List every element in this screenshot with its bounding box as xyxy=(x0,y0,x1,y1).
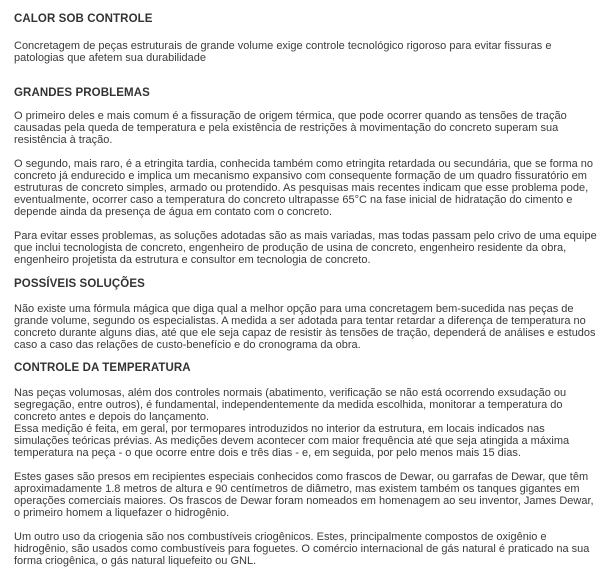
article xyxy=(14,11,598,567)
temperatura-paragraph-2: Essa medição é feita, em geral, por termopares introduzidos no interior da estrutura, em locais indicados nas simulações teóricas prévias. As medições devem acontecer com maior frequência até que seja atingida a máxima temperatura na peça - o que ocorre entre dois e três dias - e, em seguida, por pelo menos mais 15 dias. xyxy=(14,423,570,459)
temperatura-paragraph-3: Estes gases são presos em recipientes especiais conhecidos como frascos de Dewar, ou garrafas de Dewar, que têm aproximadamente 1.8 metros de altura e 90 centímetros de diâmetro, mas existem também os tanques gigantes em operações comerciais maiores. Os frascos de Dewar foram nomeados em homenagem ao seu inventor, James Dewar, o primeiro homem a liquefazer o hidrogênio. xyxy=(14,471,594,519)
solucoes-paragraph-1: Não existe uma fórmula mágica que diga qual a melhor opção para uma concretagem bem-sucedida nas peças de grande volume, segundo os especialistas. A medida a ser adotada para tentar retardar a diferença de temperatura no concreto durante alguns dias, até que ele seja capaz de resistir às tensões de tração, dependerá de análises e estudos caso a caso das relações de custo-benefício e do cronograma da obra. xyxy=(14,303,596,351)
section-title-possiveis-solucoes: POSSÍVEIS SOLUÇÕES xyxy=(14,278,145,290)
problemas-paragraph-1: O primeiro deles e mais comum é a fissuração de origem térmica, que pode ocorrer quando as tensões de tração causadas pela queda de temperatura e pela existência de restrições à movimentação do concreto superam sua resistência à tração. xyxy=(14,110,567,146)
problemas-paragraph-2: O segundo, mais raro, é a etringita tardia, conhecida também como etringita retardada ou secundária, que se forma no concreto já endurecido e implica um mecanismo expansivo com consequente formação de um quadro fissuratório em estruturas de concreto simples, armado ou protendido. As pesquisas mais recentes indicam que esse problema pode, eventualmente, ocorrer caso a temperatura do concreto ultrapasse 65°C na fase inicial de hidratação do cimento e depende ainda da presença de água em contato com o concreto. xyxy=(14,158,594,218)
temperatura-paragraph-1: Nas peças volumosas, além dos controles normais (abatimento, verificação se não está ocorrendo exsudação ou segregação, entre outros), é fundamental, independentemente da medida escolhida, monitorar a temperatura do concreto antes e depois do lançamento. xyxy=(14,387,567,423)
section-title-grandes-problemas: GRANDES PROBLEMAS xyxy=(14,87,150,99)
temperatura-paragraph-4: Um outro uso da criogenia são nos combustíveis criogênicos. Estes, principalmente compostos de oxigênio e hidrogênio, são usados como combustíveis para foguetes. O comércio internacional de gás natural é praticado na sua forma criogênica, o gás natural liquefeito ou GNL. xyxy=(14,531,590,567)
problemas-paragraph-3: Para evitar esses problemas, as soluções adotadas são as mais variadas, mas todas passam pelo crivo de uma equipe que inclui tecnologista de concreto, engenheiro de produção de usina de concreto, engenheiro residente da obra, engenheiro projetista da estrutura e consultor em tecnologia de concreto. xyxy=(14,230,597,266)
section-title-calor-sob-controle: CALOR SOB CONTROLE xyxy=(14,13,153,25)
section-title-controle-da-temperatura: CONTROLE DA TEMPERATURA xyxy=(14,362,191,374)
intro-paragraph: Concretagem de peças estruturais de grande volume exige controle tecnológico rigoroso para evitar fissuras e patologias que afetem sua durabilidade xyxy=(14,40,552,64)
